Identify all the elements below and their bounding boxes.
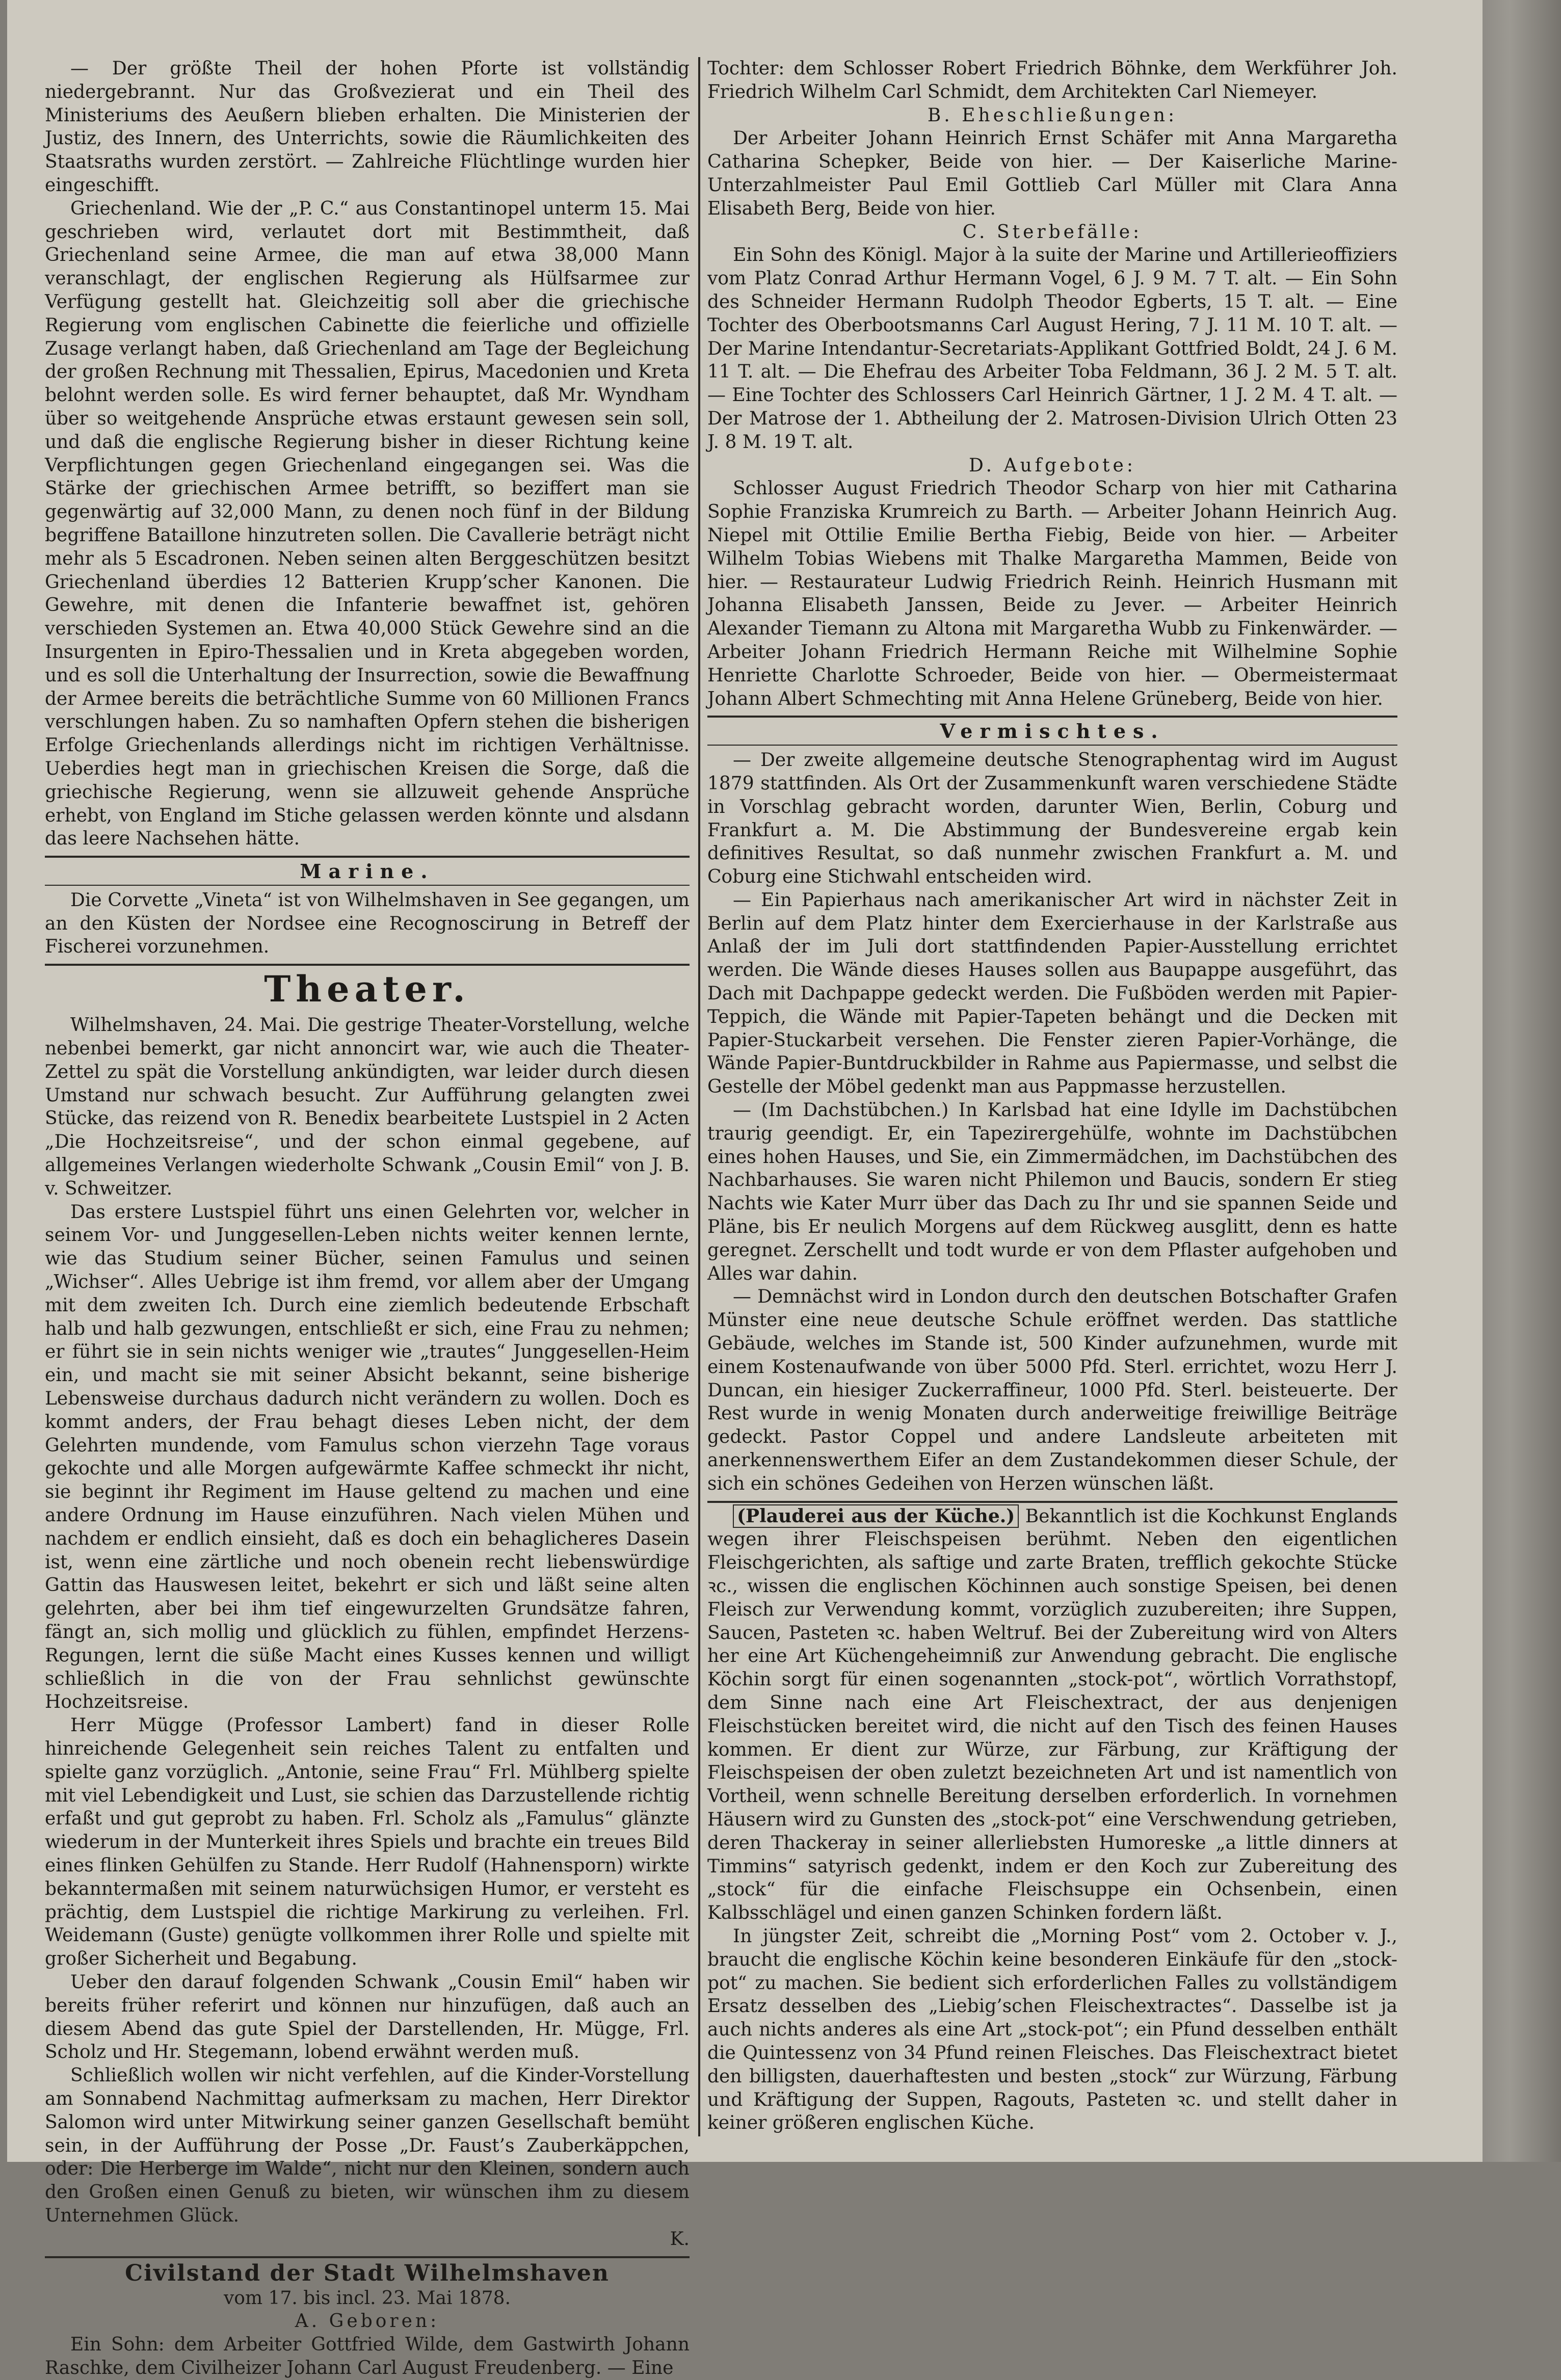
article-paragraph: Der Arbeiter Johann Heinrich Ernst Schäfer mit Anna Margaretha Catharina Schepker, Beide von hier. — Der Kaiserliche Marine-Unterzahlmeister Paul Emil Gottlieb Carl Müller mit Clara Anna Elisabeth Berg, Beide von hier. bbox=[707, 128, 1397, 219]
section-rule bbox=[707, 1501, 1397, 1503]
article-paragraph: — Demnächst wird in London durch den deutschen Botschafter Grafen Münster eine neue deutsche Schule eröffnet werden. Das stattliche Gebäude, welches im Stande ist, 500 Kinder aufzunehmen, wurde mit einem Kostenaufwande von über 5000 Pfd. Sterl. errichtet, wozu Herr J. Duncan, ein hiesiger Zuckerraffineur, 1000 Pfd. Sterl. beisteuerte. Der Rest wurde in wenig Monaten durch anderweitige freiwillige Beiträge gedeckt. Pastor Coppel und andere Landsleute arbeiteten mit anerkennenswerthem Eifer an dem Zustandekommen dieser Schule, der sich ein schönes Gedeihen von Herzen wünschen läßt. bbox=[707, 1286, 1397, 1494]
article-paragraph: — (Im Dachstübchen.) In Karlsbad hat eine Idylle im Dachstübchen traurig geendigt. Er, ein Tapezirergehülfe, wohnte im Dachstübchen eines hohen Hauses, und Sie, ein Zimmermädchen, im Dachstübchen des Nachbarhauses. Sie waren nicht Philemon und Baucis, sondern Er stieg Nachts wie Kater Murr über das Dach zu Ihr und sie spannen Seide und Pläne, bis Er neulich Morgens auf dem Rückweg ausglitt, denn es hatte geregnet. Zerschellt und todt wurde er von dem Pflaster aufgehoben und Alles war dahin. bbox=[707, 1100, 1397, 1284]
article-paragraph: Ein Sohn des Königl. Major à la suite der Marine und Artillerieoffiziers vom Platz Conrad Arthur Hermann Vogel, 6 J. 9 M. 7 T. alt. — Ein Sohn des Schneider Hermann Rudolph Theodor Egberts, 15 T. alt. — Eine Tochter des Oberbootsmanns Carl August Hering, 7 J. 11 M. 10 T. alt. — Der Marine Intendantur-Secretariats-Applikant Gottfried Boldt, 24 J. 6 M. 11 T. alt. — Die Ehefrau des Arbeiter Toba Feldmann, 36 J. 2 M. 5 T. alt. — Eine Tochter des Schlossers Carl Heinrich Gärtner, 1 J. 2 M. 4 T. alt. — Der Matrose der 1. Abtheilung der 2. Matrosen-Division Ulrich Otten 23 J. 8 M. 19 T. alt. bbox=[707, 245, 1397, 453]
article-paragraph: Griechenland. Wie der „P. C.“ aus Constantinopel unterm 15. Mai geschrieben wird, verlautet dort mit Bestimmtheit, daß Griechenland seine Armee, die man auf etwa 38,000 Mann veranschlagt, der englischen Regierung als Hülfsarmee zur Verfügung gestellt hat. Gleichzeitig soll aber die griechische Regierung vom englischen Cabinette die feierliche und offizielle Zusage verlangt haben, daß Griechenland am Tage der Begleichung der großen Rechnung mit Thessalien, Epirus, Macedonien und Kreta belohnt werden solle. Es wird ferner behauptet, daß Mr. Wyndham über so weitgehende Ansprüche etwas erstaunt gewesen sein soll, und daß die englische Regierung bisher in dieser Richtung keine Verpflichtungen gegen Griechenland eingegangen sei. Was die Stärke der griechischen Armee betrifft, so beziffert man sie gegenwärtig auf 32,000 Mann, zu denen noch fünf in der Bildung begriffene Bataillone hinzutreten sollen. Die Cavallerie beträgt nicht mehr als 5 Escadronen. Neben seinen alten Berggeschützen besitzt Griechenland überdies 12 Batterien Krupp’scher Kanonen. Die Gewehre, mit denen die Infanterie bewaffnet ist, gehören verschieden Systemen an. Etwa 40,000 Stück Gewehre sind an die Insurgenten in Epiro-Thessalien und in Kreta abgegeben worden, und es soll die Unterhaltung der Insurrection, sowie die Bewaffnung der Armee bereits die beträchtliche Summe von 60 Millionen Francs verschlungen haben. Zu so namhaften Opfern stehen die bisherigen Erfolge Griechenlands allerdings nicht im richtigen Verhältnisse. Ueberdies hegt man in griechischen Kreisen die Sorge, daß die griechische Regierung, wenn sie allzuweit gehende Ansprüche erhebt, von England im Stiche gelassen werden könnte und alsdann das leere Nachsehen hätte. bbox=[45, 198, 690, 850]
section-rule bbox=[45, 856, 690, 858]
article-paragraph: — Der zweite allgemeine deutsche Stenographentag wird im August 1879 stattfinden. Als Ort der Zusammenkunft waren verschiedene Städte in Vorschlag gebracht worden, darunter Wien, Berlin, Coburg und Frankfurt a. M. Die Abstimmung der Bundesvereine ergab kein definitives Resultat, so daß nunmehr zwischen Frankfurt a. M. und Coburg eine Stichwahl entscheiden wird. bbox=[707, 750, 1397, 888]
article-paragraph: — Der größte Theil der hohen Pforte ist vollständig niedergebrannt. Nur das Großvezierat und ein Theil des Ministeriums des Aeußern blieben erhalten. Die Ministerien der Justiz, des Innern, des Unterrichts, sowie die Räumlichkeiten des Staatsraths wurden zerstört. — Zahlreiche Flüchtlinge wurden hier eingeschifft. bbox=[45, 58, 690, 196]
article-text: Bekanntlich ist die Kochkunst Englands wegen ihrer Fleischspeisen berühmt. Neben den eigentlichen Fleischgerichten, als saftige und zarte Braten, trefflich gekochte Stücke ꝛc., wissen die englischen Köchinnen auch sonstige Speisen, bei denen Fleisch zur Verwendung kommt, vorzüglich zuzubereiten; ihre Suppen, Saucen, Pasteten ꝛc. haben Weltruf. Bei der Zubereitung wird von Alters her eine Art Küchengeheimniß zur Anwendung gebracht. Die englische Köchin sorgt für einen sogenannten „stock-pot“, wörtlich Vorrathstopf, dem Sinne nach eine Art Fleischextract, der aus denjenigen Fleischstücken bereitet wird, die nicht auf den Tisch des feinen Hauses kommen. Er dient zur Würze, zur Färbung, zur Kräftigung der Fleischspeisen der oben zuletzt bezeichneten Art und ist namentlich von Vortheil, wenn schnelle Bereitung derselben erforderlich. In vornehmen Häusern wird zu Gunsten des „stock-pot“ eine Verschwendung getrieben, deren Thackeray in seiner allerliebsten Humoreske „a little dinners at Timmins“ satyrisch gedenkt, indem er den Koch zur Zubereitung des „stock“ für die einfache Fleischsuppe ein Ochsenbein, einen Kalbsschlägel und einen ganzen Schinken fordern läßt. bbox=[707, 1505, 1397, 1924]
author-signature: K. bbox=[670, 2228, 690, 2250]
section-heading: Marine. bbox=[300, 860, 435, 883]
section-rule bbox=[45, 2256, 690, 2258]
section-heading: Vermischtes. bbox=[940, 720, 1165, 743]
section-rule bbox=[45, 964, 690, 966]
section-rule-thin bbox=[45, 885, 690, 886]
article-paragraph: Ein Sohn: dem Arbeiter Gottfried Wilde, dem Gastwirth Johann Raschke, dem Civilheizer Johann Carl August Freudenberg. — Eine bbox=[45, 2334, 690, 2378]
left-column bbox=[45, 57, 690, 2378]
article-paragraph: Das erstere Lustspiel führt uns einen Gelehrten vor, welcher in seinem Vor- und Junggesellen-Leben nichts weiter kennen lernte, wie das Studium seiner Bücher, seinen Famulus und seinen „Wichser“. Alles Uebrige ist ihm fremd, vor allem aber der Umgang mit dem zweiten Ich. Durch eine ziemlich bedeutende Erbschaft halb und halb gezwungen, entschließt er sich, eine Frau zu nehmen; er führt sie in sein nichts weniger wie „trautes“ Junggesellen-Heim ein, und macht sie mit seiner Absicht bekannt, seine bisherige Lebensweise durchaus dadurch nicht verändern zu wollen. Doch es kommt anders, der Frau behagt dieses Leben nicht, der dem Gelehrten mundende, vom Famulus schon vierzehn Tage voraus gekochte und alle Morgen aufgewärmte Kaffee schmeckt ihr nicht, sie beginnt ihr Regiment im Hause geltend zu machen und eine andere Ordnung im Hause einzuführen. Nach vielen Mühen und nachdem er endlich einsieht, daß es doch ein behaglicheres Dasein ist, wenn eine zärtliche und noch obenein recht liebenswürdige Gattin das Hauswesen leitet, bekehrt er sich und läßt seine alten gelehrten, aber bei ihm tief eingewurzelten Grundsätze fahren, fängt an, sich mollig und glücklich zu fühlen, empfindet Herzens-Regungen, lernt die süße Macht eines Kusses kennen und willigt schließlich in die von der Frau sehnlichst gewünschte Hochzeitsreise. bbox=[45, 1201, 690, 1713]
subsection-heading: C. Sterbefälle: bbox=[962, 221, 1143, 243]
article-paragraph: Schließlich wollen wir nicht verfehlen, auf die Kinder-Vorstellung am Sonnabend Nachmittag aufmerksam zu machen, Herr Direktor Salomon wird unter Mitwirkung seiner ganzen Gesellschaft bemüht sein, in der Aufführung der Posse „Dr. Faust’s Zauberkäppchen, oder: Die Herberge im Walde“, nicht nur den Kleinen, sondern auch den Großen einen Genuß zu bieten, wir wünschen ihm zu diesem Unternehmen Glück. bbox=[45, 2065, 690, 2226]
article-paragraph: — Ein Papierhaus nach amerikanischer Art wird in nächster Zeit in Berlin auf dem Platz hinter dem Exercierhause in der Karlstraße aus Anlaß der im Juli dort stattfindenden Papier-Ausstellung errichtet werden. Die Wände dieses Hauses sollen aus Baupappe ausgeführt, das Dach mit Dachpappe gedeckt werden. Die Fußböden werden mit Papier-Teppich, die Wände mit Papier-Tapeten behängt und die Decken mit Papier-Stuckarbeit versehen. Die Fenster zieren Papier-Vorhänge, die Wände Papier-Buntdruckbilder in Rahme aus Papiermasse, und selbst die Gestelle der Möbel gedenkt man aus Pappmasse herzustellen. bbox=[707, 889, 1397, 1098]
section-heading: Theater. bbox=[264, 968, 470, 1011]
article-paragraph: Herr Mügge (Professor Lambert) fand in dieser Rolle hinreichende Gelegenheit sein reiches Talent zu entfalten und spielte ganz vorzüglich. „Antonie, seine Frau“ Frl. Mühlberg spielte mit viel Lebendigkeit und Lust, sie schien das Darzustellende richtig erfaßt und gut geprobt zu haben. Frl. Scholz als „Famulus“ glänzte wiederum in der Munterkeit ihres Spiels und brachte ein treues Bild eines flinken Gehülfen zu Stande. Herr Rudolf (Hahnensporn) wirkte bekanntermaßen mit seinem naturwüchsigen Humor, er versteht es prächtig, dem Lustspiel die richtige Markirung zu verleihen. Frl. Weidemann (Guste) genügte vollkommen ihrer Rolle und spielte mit großer Sicherheit und Begabung. bbox=[45, 1715, 690, 1970]
article-paragraph bbox=[707, 1505, 1397, 1925]
article-paragraph: Die Corvette „Vineta“ ist von Wilhelmshaven in See gegangen, um an den Küsten der Nordsee eine Recognoscirung in Betreff der Fischerei vorzunehmen. bbox=[45, 889, 690, 958]
page-edge bbox=[1483, 0, 1561, 2162]
article-paragraph: Tochter: dem Schlosser Robert Friedrich Böhnke, dem Werkführer Joh. Friedrich Wilhelm Carl Schmidt, dem Architekten Carl Niemeyer. bbox=[707, 58, 1397, 102]
subsection-heading: D. Aufgebote: bbox=[969, 455, 1136, 476]
section-heading: Civilstand der Stadt Wilhelmshaven bbox=[125, 2260, 610, 2286]
section-subheading: vom 17. bis incl. 23. Mai 1878. bbox=[223, 2287, 511, 2309]
column-rule bbox=[698, 57, 700, 2136]
section-rule-thin bbox=[707, 745, 1397, 746]
article-paragraph: Ueber den darauf folgenden Schwank „Cousin Emil“ haben wir bereits früher referirt und können nur hinzufügen, daß auch an diesem Abend das gute Spiel der Darstellenden, Hr. Mügge, Frl. Scholz und Hr. Stegemann, lobend erwähnt werden muß. bbox=[45, 1971, 690, 2063]
article-paragraph: In jüngster Zeit, schreibt die „Morning Post“ vom 2. October v. J., braucht die englische Köchin keine besonderen Einkäufe für den „stock-pot“ zu machen. Sie bedient sich erforderlichen Falles zu vollständigem Ersatz desselben des „Liebig’schen Fleischextractes“. Dasselbe ist ja auch nichts anderes als eine Art „stock-pot“; ein Pfund desselben enthält die Quintessenz von 34 Pfund reinen Fleisches. Das Fleischextract bietet den billigsten, dauerhaftesten und besten „stock“ zur Würzung, Färbung und Kräftigung der Suppen, Ragouts, Pasteten ꝛc. und stellt daher in keiner größeren englischen Küche. bbox=[707, 1925, 1397, 2134]
subsection-heading: A. Geboren: bbox=[295, 2311, 440, 2332]
article-paragraph: Wilhelmshaven, 24. Mai. Die gestrige Theater-Vorstellung, welche nebenbei bemerkt, gar nicht annoncirt war, wie auch die Theater-Zettel zu spät die Vorstellung ankündigten, war leider durch diesen Umstand nur schwach besucht. Zur Aufführung gelangten zwei Stücke, das reizend von R. Benedix bearbeitete Lustspiel in 2 Acten „Die Hochzeitsreise“, und der schon einmal gegebene, auf allgemeines Verlangen wiederholte Schwank „Cousin Emil“ von J. B. v. Schweitzer. bbox=[45, 1015, 690, 1199]
article-boxed-title: (Plauderei aus der Küche.) bbox=[733, 1504, 1019, 1528]
right-column bbox=[707, 57, 1397, 2147]
article-paragraph: Schlosser August Friedrich Theodor Scharp von hier mit Catharina Sophie Franziska Krumreich zu Barth. — Arbeiter Johann Heinrich Aug. Niepel mit Ottilie Emilie Bertha Fiebig, Beide von hier. — Arbeiter Wilhelm Tobias Wiebens mit Thalke Margaretha Mammen, Beide von hier. — Restaurateur Ludwig Friedrich Reinh. Heinrich Husmann mit Johanna Elisabeth Janssen, Beide zu Jever. — Arbeiter Heinrich Alexander Tiemann zu Altona mit Margaretha Wubb zu Finkenwärder. — Arbeiter Johann Friedrich Hermann Reiche mit Wilhelmine Sophie Henriette Charlotte Schroeder, Beide von hier. — Obermeistermaat Johann Albert Schmechting mit Anna Helene Grüneberg, Beide von hier. bbox=[707, 478, 1397, 709]
newspaper-page bbox=[7, 0, 1483, 2378]
subsection-heading: B. Eheschließungen: bbox=[927, 104, 1178, 126]
section-rule bbox=[707, 716, 1397, 718]
